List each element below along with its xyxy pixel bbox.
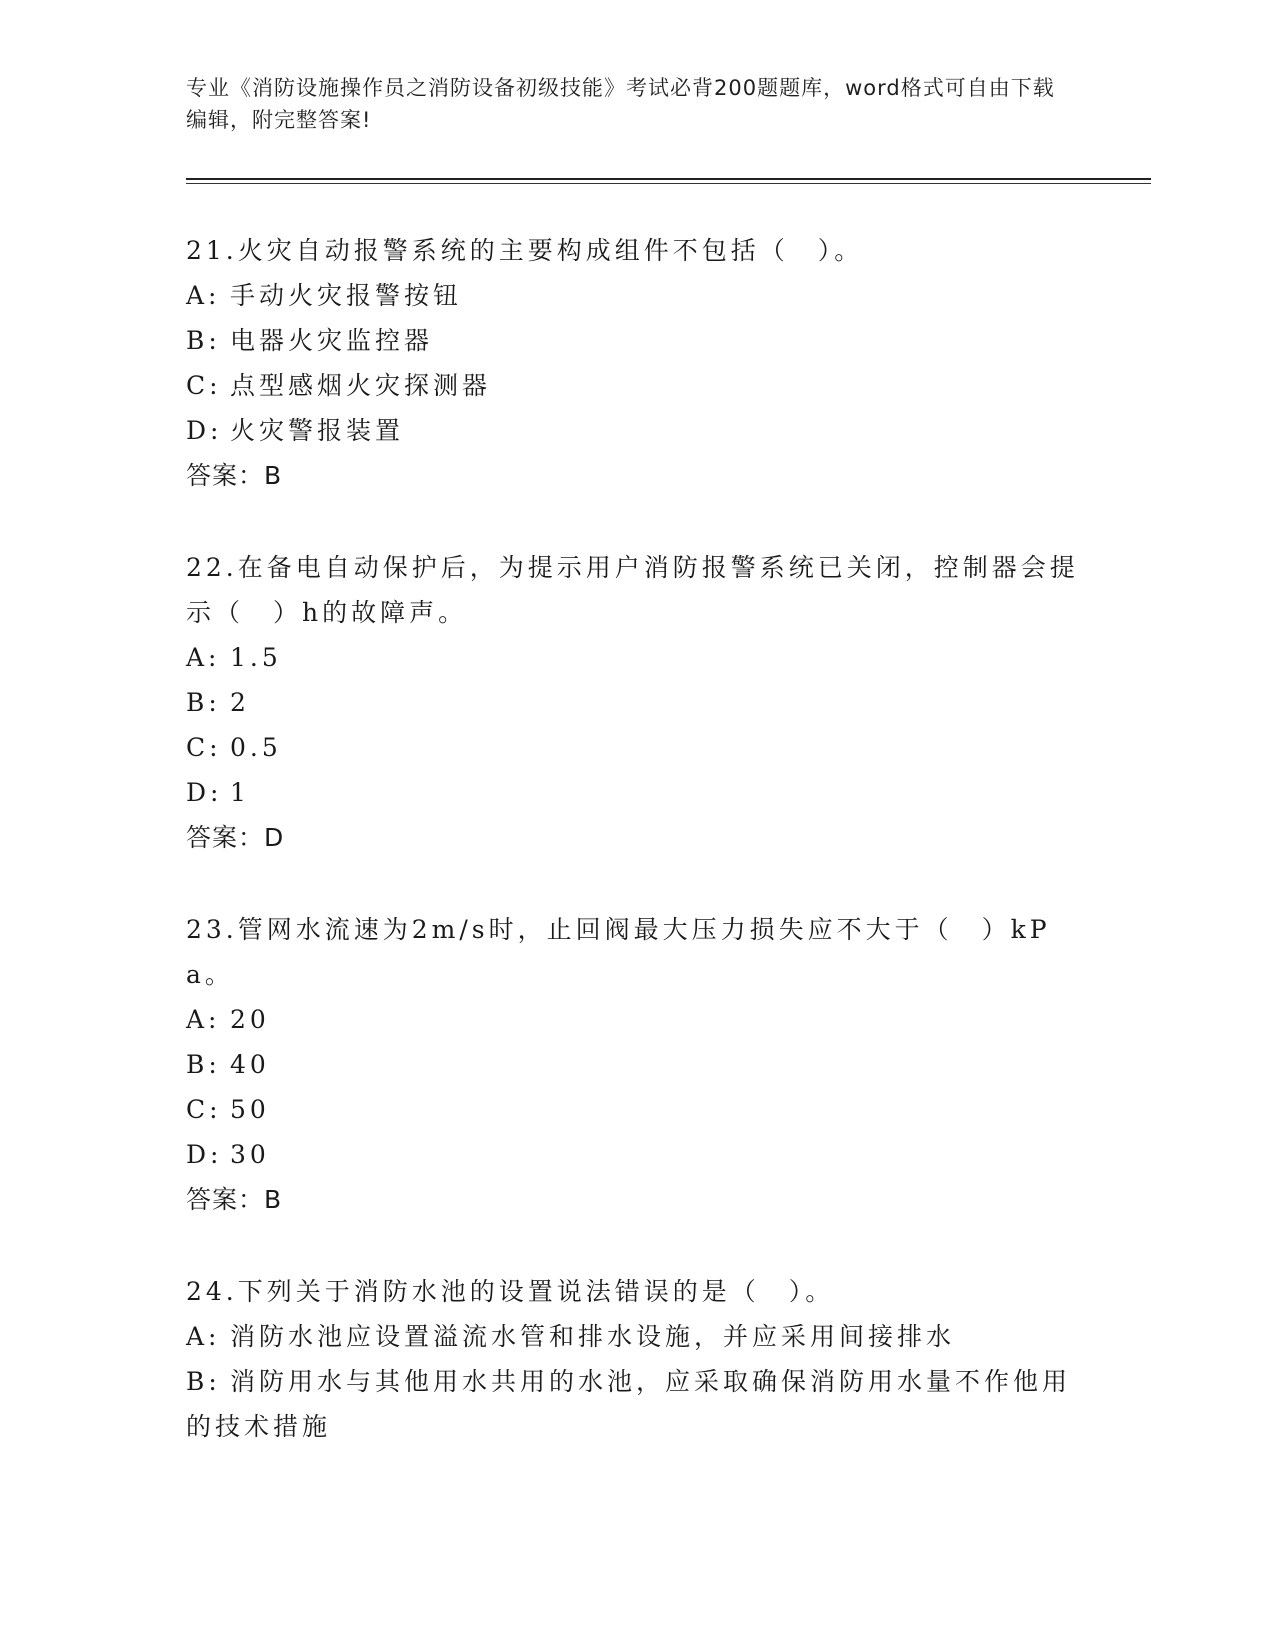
- option-text: 手动火灾报警按钮: [230, 281, 463, 310]
- question-stem: 22.在备电自动保护后，为提示用户消防报警系统已关闭，控制器会提示（ ）h的故障声。: [186, 553, 1079, 627]
- option-letter: B:: [186, 1050, 221, 1079]
- option-c: [186, 363, 1086, 408]
- option-text: 40: [230, 1050, 270, 1079]
- question-stem: 23.管网水流速为2m/s时，止回阀最大压力损失应不大于（ ）kPa。: [186, 915, 1051, 989]
- option-a: [186, 273, 1086, 318]
- question-22: [186, 545, 1086, 860]
- option-d: [186, 770, 1086, 815]
- option-text: 20: [230, 1005, 270, 1034]
- option-text: 火灾警报装置: [230, 416, 405, 445]
- header-rule-thick: [186, 178, 1151, 180]
- option-text: 电器火灾监控器: [230, 326, 434, 355]
- option-b: [186, 1359, 1086, 1449]
- option-c: [186, 1087, 1086, 1132]
- option-c: [186, 725, 1086, 770]
- option-letter: A:: [186, 1322, 221, 1351]
- answer: 答案：B: [186, 1185, 283, 1214]
- option-letter: C:: [186, 371, 222, 400]
- option-letter: C:: [186, 733, 222, 762]
- question-list: [186, 228, 1086, 1496]
- option-text: 0.5: [230, 733, 282, 762]
- option-letter: C:: [186, 1095, 222, 1124]
- option-letter: D:: [186, 1140, 223, 1169]
- answer: 答案：B: [186, 461, 283, 490]
- option-letter: D:: [186, 778, 223, 807]
- document-header: [186, 72, 1066, 136]
- option-d: [186, 1132, 1086, 1177]
- option-a: [186, 997, 1086, 1042]
- option-text: 1: [230, 778, 250, 807]
- option-a: [186, 1314, 1086, 1359]
- option-text: 消防水池应设置溢流水管和排水设施，并应采用间接排水: [230, 1322, 956, 1351]
- option-text: 1.5: [230, 643, 282, 672]
- option-letter: B:: [186, 1367, 221, 1396]
- option-d: [186, 408, 1086, 453]
- question-24: [186, 1269, 1086, 1449]
- option-letter: A:: [186, 643, 221, 672]
- answer: 答案：D: [186, 823, 285, 852]
- option-text: 50: [230, 1095, 270, 1124]
- question-stem: 24.下列关于消防水池的设置说法错误的是（ ）。: [186, 1277, 835, 1306]
- option-b: [186, 680, 1086, 725]
- option-a: [186, 635, 1086, 680]
- question-stem: 21.火灾自动报警系统的主要构成组件不包括（ ）。: [186, 236, 864, 265]
- option-letter: B:: [186, 326, 221, 355]
- option-b: [186, 1042, 1086, 1087]
- option-letter: B:: [186, 688, 221, 717]
- question-21: [186, 228, 1086, 498]
- option-letter: D:: [186, 416, 223, 445]
- option-b: [186, 318, 1086, 363]
- question-23: [186, 907, 1086, 1222]
- option-letter: A:: [186, 1005, 221, 1034]
- header-title: 专业《消防设施操作员之消防设备初级技能》考试必背200题题库，word格式可自由下载编辑，附完整答案!: [186, 76, 1055, 132]
- option-letter: A:: [186, 281, 221, 310]
- option-text: 30: [230, 1140, 270, 1169]
- option-text: 2: [230, 688, 250, 717]
- option-text: 消防用水与其他用水共用的水池，应采取确保消防用水量不作他用的技术措施: [186, 1367, 1072, 1441]
- option-text: 点型感烟火灾探测器: [230, 371, 492, 400]
- header-rule-thin: [186, 183, 1151, 184]
